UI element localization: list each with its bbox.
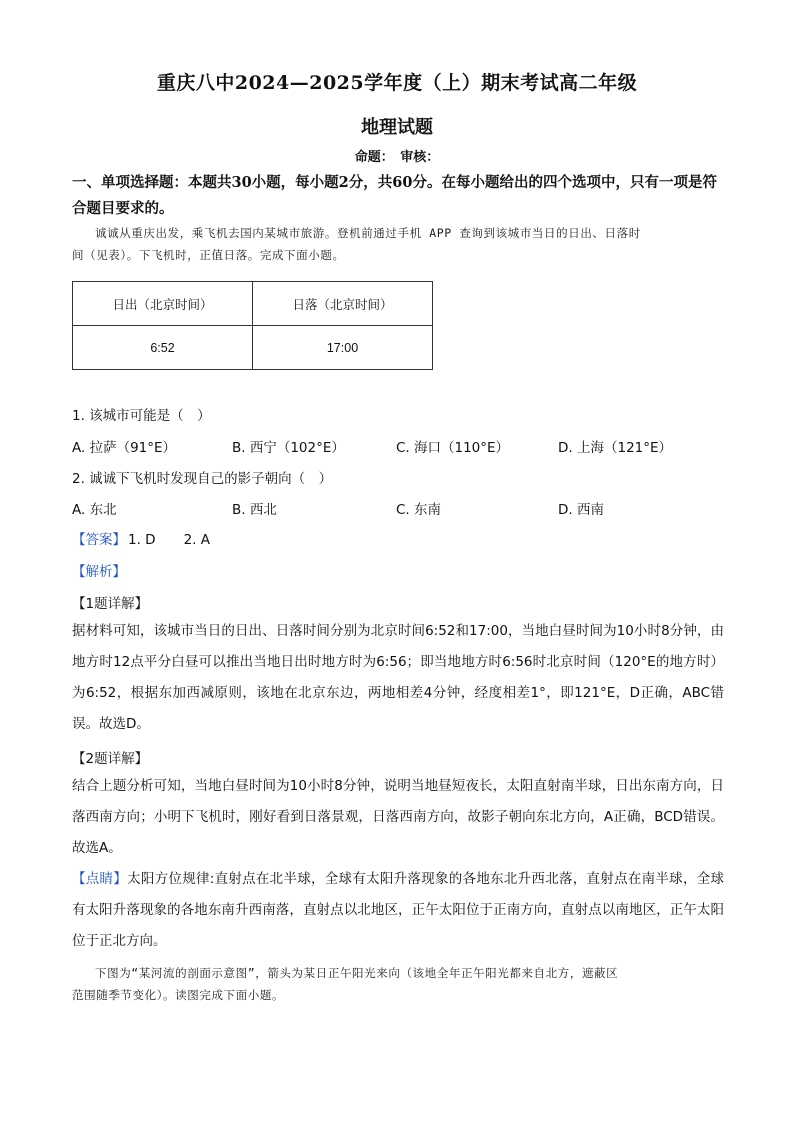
table-header-row: [73, 282, 433, 326]
detail-2-text: 结合上题分析可知，当地白昼时间为10小时8分钟，说明当地昼短夜长，太阳直射南半球，日出东南方向，日落西南方向；小明下飞机时，刚好看到日落景观，日落西南方向，故影子朝向东北方向，A正确，BCD错误。故选A。: [72, 778, 724, 856]
answer-line: [72, 528, 210, 548]
material-intro-line-2: 间（见表）。下飞机时，正值日落。完成下面小题。: [72, 248, 345, 262]
detail-2-label: 【2题详解】: [72, 751, 149, 767]
subject-title: 地理试题: [361, 117, 433, 138]
detail-1-label: 【1题详解】: [72, 596, 149, 612]
table-row: [73, 326, 433, 370]
material-figure-line-2: 范围随季节变化）。读图完成下面小题。: [72, 988, 285, 1002]
tip-text: 太阳方位规律:直射点在北半球，全球有太阳升落现象的各地东北升西北落，直射点在南半球，全球有太阳升落现象的各地东南升西南落，直射点以北地区，正午太阳位于正南方向，直射点以南地区，正午太阳位于正北方向。: [72, 871, 724, 949]
material-intro-line-1: 诚诚从重庆出发，乘飞机去国内某城市旅游。登机前通过手机 APP 查询到该城市当日的日出、日落时: [95, 226, 641, 240]
tip-tag: 【点睛】: [72, 871, 128, 887]
material-intro: [72, 222, 726, 266]
sunrise-sunset-table: [72, 281, 433, 370]
page-title: 重庆八中2024—2025学年度（上）期末考试高二年级: [156, 72, 638, 94]
tip-paragraph: [72, 864, 724, 957]
answer-tag: 【答案】: [72, 532, 126, 548]
detail-1-text: 据材料可知，该城市当日的日出、日落时间分别为北京时间6:52和17:00，当地白昼时间为10小时8分钟，由地方时12点平分白昼可以推出当地日出时地方时为6:56；即当地地方时6:56时北京时间（120°E的地方时）为6:52，根据东加西减原则，该地在北京东边，两地相差4分钟，经度相差1°，即121°E，D正确，ABC错误。故选D。: [72, 623, 724, 732]
question-2-option-b[interactable]: B. 西北: [232, 502, 277, 518]
material-figure-line-1: 下图为“某河流的剖面示意图”，箭头为某日正午阳光来向（该地全年正午阳光都来自北方，遮蔽区: [95, 966, 619, 980]
question-2-stem: 2. 诚诚下飞机时发现自己的影子朝向（ ）: [72, 471, 333, 487]
question-1-stem: 1. 该城市可能是（ ）: [72, 408, 211, 424]
question-2-option-d[interactable]: D. 西南: [558, 502, 604, 518]
material-figure-intro: [72, 962, 726, 1006]
table-header-sunrise: 日出（北京时间）: [73, 282, 253, 326]
question-2-option-a[interactable]: A. 东北: [72, 502, 117, 518]
table-cell-sunrise: 6:52: [73, 326, 253, 370]
question-1-option-c[interactable]: C. 海口（110°E）: [396, 440, 510, 456]
answer-1: 1. D: [128, 532, 156, 548]
answer-2: 2. A: [183, 532, 210, 548]
question-1-option-b[interactable]: B. 西宁（102°E）: [232, 440, 345, 456]
question-1-option-d[interactable]: D. 上海（121°E）: [558, 440, 673, 456]
question-2-option-c[interactable]: C. 东南: [396, 502, 442, 518]
analysis-tag: 【解析】: [72, 564, 126, 580]
section-instruction: 一、单项选择题：本题共30小题，每小题2分，共60分。在每小题给出的四个选项中，只有一项是符合题目要求的。: [72, 174, 717, 217]
table-header-sunset: 日落（北京时间）: [253, 282, 433, 326]
question-1-option-a[interactable]: A. 拉萨（91°E）: [72, 440, 177, 456]
table-cell-sunset: 17:00: [253, 326, 433, 370]
reviewers-line: 命题： 审核：: [354, 150, 440, 165]
